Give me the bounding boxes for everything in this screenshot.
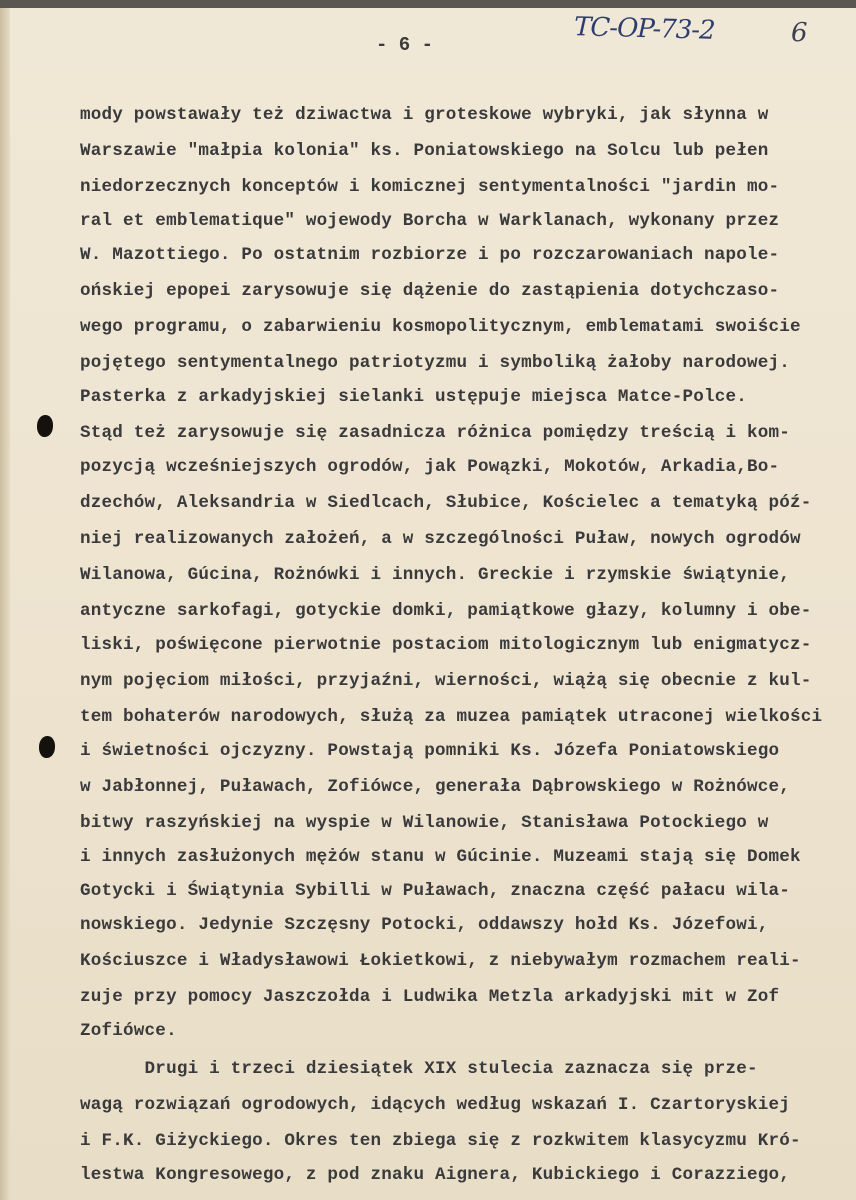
text-line: nowskiego. Jedynie Szczęsny Potocki, oddawszy hołd Ks. Józefowi, <box>80 915 769 935</box>
text-line: niedorzecznych konceptów i komicznej sentymentalności "jardin mo- <box>80 177 780 197</box>
text-line: wego programu, o zabarwieniu kosmopolitycznym, emblematami swoiście <box>80 317 801 337</box>
text-line: Warszawie "małpia kolonia" ks. Poniatowskiego na Solcu lub pełen <box>80 141 769 161</box>
text-line: liski, poświęcone pierwotnie postaciom mitologicznym lub enigmatycz- <box>80 635 812 655</box>
text-line: Kościuszce i Władysławowi Łokietkowi, z niebywałym rozmachem reali- <box>80 951 801 971</box>
text-line: w Jabłonnej, Puławach, Zofiówce, generała Dąbrowskiego w Rożnówce, <box>80 777 791 797</box>
page-number: - 6 - <box>376 34 434 56</box>
punch-hole-icon <box>39 736 55 758</box>
text-line: antyczne sarkofagi, gotyckie domki, pamiątkowe głazy, kolumny i obe- <box>80 601 812 621</box>
text-line: lestwa Kongresowego, z pod znaku Aignera, Kubickiego i Corazziego, <box>80 1165 791 1185</box>
text-line: pojętego sentymentalnego patriotyzmu i symboliką żałoby narodowej. <box>80 353 791 373</box>
text-line: Pasterka z arkadyjskiej sielanki ustępuje miejsca Matce-Polce. <box>80 387 747 407</box>
text-line: i innych zasłużonych mężów stanu w Gúcinie. Muzeami stają się Domek <box>80 847 801 867</box>
text-line: Zofiówce. <box>80 1021 177 1041</box>
text-line: Gotycki i Świątynia Sybilli w Puławach, znaczna część pałacu wila- <box>80 881 791 901</box>
text-line: Drugi i trzeci dziesiątek XIX stulecia zaznacza się prze- <box>80 1059 758 1079</box>
archive-code-handwritten: TC-OP-73-2 <box>573 12 715 46</box>
scan-top-edge <box>0 0 856 8</box>
text-line: i F.K. Giżyckiego. Okres ten zbiega się z rozkwitem klasycyzmu Kró- <box>80 1131 801 1151</box>
text-line: nym pojęciom miłości, przyjaźni, wierności, wiążą się obecnie z kul- <box>80 671 812 691</box>
text-line: W. Mazottiego. Po ostatnim rozbiorze i po rozczarowaniach napole- <box>80 245 780 265</box>
text-line: Stąd też zarysowuje się zasadnicza różnica pomiędzy treścią i kom- <box>80 423 791 443</box>
text-line: ońskiej epopei zarysowuje się dążenie do zastąpienia dotychczaso- <box>80 281 780 301</box>
text-line: Wilanowa, Gúcina, Rożnówki i innych. Greckie i rzymskie świątynie, <box>80 565 791 585</box>
text-line: i świetności ojczyzny. Powstają pomniki Ks. Józefa Poniatowskiego <box>80 741 780 761</box>
sheet-number-handwritten: 6 <box>791 18 808 48</box>
text-line: tem bohaterów narodowych, służą za muzea pamiątek utraconej wielkości <box>80 707 823 727</box>
scan-left-edge <box>0 8 10 1200</box>
text-line: bitwy raszyńskiej na wyspie w Wilanowie, Stanisława Potockiego w <box>80 813 769 833</box>
text-line: pozycją wcześniejszych ogrodów, jak Powązki, Mokotów, Arkadia,Bo- <box>80 457 780 477</box>
text-line: niej realizowanych założeń, a w szczególności Puław, nowych ogrodów <box>80 529 801 549</box>
text-line: dzechów, Aleksandria w Siedlcach, Słubice, Kościelec a tematyką póź- <box>80 493 812 513</box>
text-line: wagą rozwiązań ogrodowych, idących według wskazań I. Czartoryskiej <box>80 1095 791 1115</box>
text-line: ral et emblematique" wojewody Borcha w Warklanach, wykonany przez <box>80 211 780 231</box>
punch-hole-icon <box>37 415 53 437</box>
text-line: zuje przy pomocy Jaszczołda i Ludwika Metzla arkadyjski mit w Zof <box>80 987 780 1007</box>
text-line: mody powstawały też dziwactwa i groteskowe wybryki, jak słynna w <box>80 105 769 125</box>
